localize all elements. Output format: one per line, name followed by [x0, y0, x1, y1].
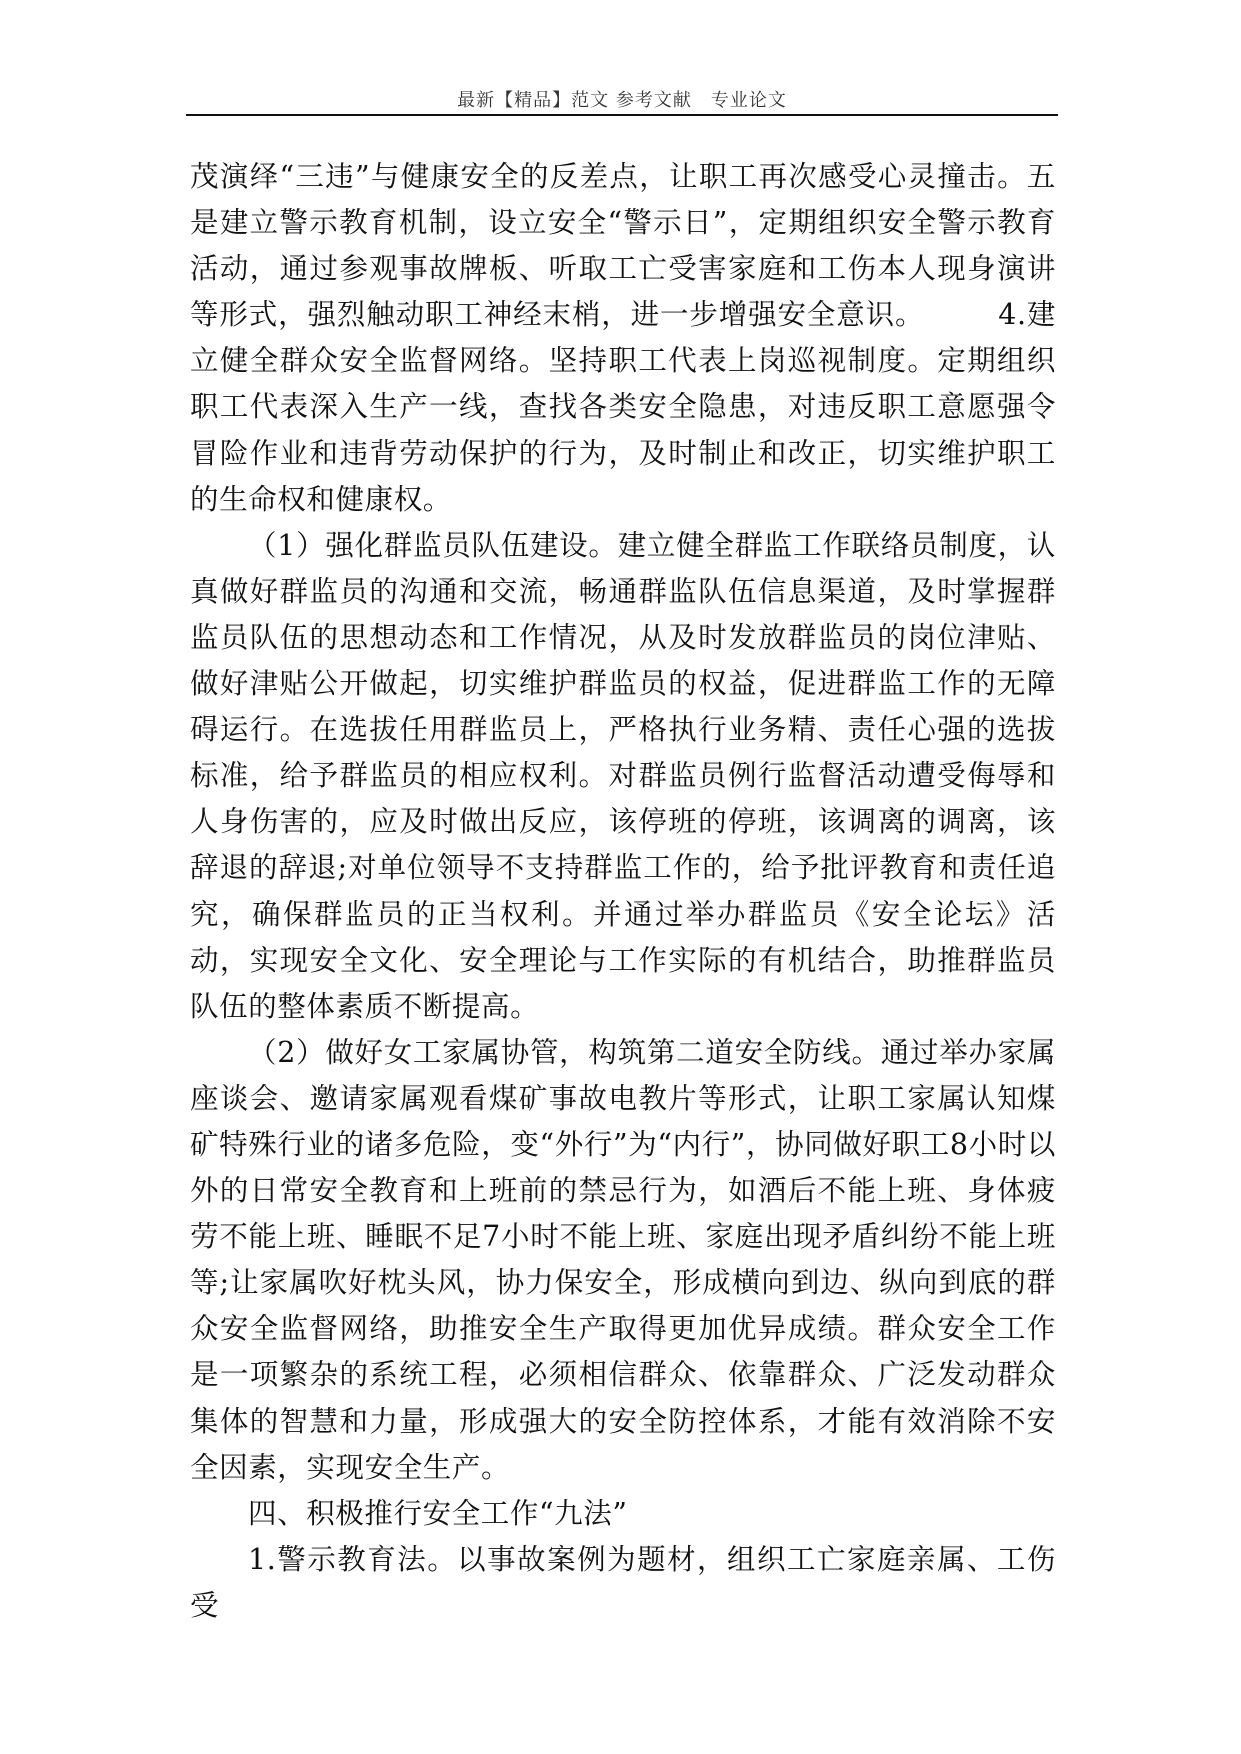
header-divider — [186, 114, 1058, 116]
paragraph-2: （1）强化群监员队伍建设。建立健全群监工作联络员制度，认真做好群监员的沟通和交流，畅通群监队伍信息渠道，及时掌握群监员队伍的思想动态和工作情况，从及时发放群监员的岗位津贴、做好津贴公开做起，切实维护群监员的权益，促进群监工作的无障碍运行。在选拔任用群监员上，严格执行业务精、责任心强的选拔标准，给予群监员的相应权利。对群监员例行监督活动遭受侮辱和人身伤害的，应及时做出反应，该停班的停班，该调离的调离，该辞退的辞退;对单位领导不支持群监工作的，给予批评教育和责任追究，确保群监员的正当权利。并通过举办群监员《安全论坛》活动，实现安全文化、安全理论与工作实际的有机结合，助推群监员队伍的整体素质不断提高。 — [190, 528, 1056, 1023]
paragraph-5: 1.警示教育法。以事故案例为题材，组织工亡家庭亲属、工伤受 — [190, 1542, 1056, 1622]
paragraph-3: （2）做好女工家属协管，构筑第二道安全防线。通过举办家属座谈会、邀请家属观看煤矿事故电教片等形式，让职工家属认知煤矿特殊行业的诸多危险，变“外行”为“内行”，协同做好职工8小时以外的日常安全教育和上班前的禁忌行为，如酒后不能上班、身体疲劳不能上班、睡眠不足7小时不能上班、家庭出现矛盾纠纷不能上班等;让家属吹好枕头风，协力保安全，形成横向到边、纵向到底的群众安全监督网络，助推安全生产取得更加优异成绩。群众安全工作是一项繁杂的系统工程，必须相信群众、依靠群众、广泛发动群众集体的智慧和力量，形成强大的安全防控体系，才能有效消除不安全因素，实现安全生产。 — [190, 1035, 1056, 1484]
paragraph-1: 茂演绎“三违”与健康安全的反差点，让职工再次感受心灵撞击。五是建立警示教育机制，设立安全“警示日”，定期组织安全警示教育活动，通过参观事故牌板、听取工亡受害家庭和工伤本人现身演讲等形式，强烈触动职工神经末梢，进一步增强安全意识。 4.建立健全群众安全监督网络。坚持职工代表上岗巡视制度。定期组织职工代表深入生产一线，查找各类安全隐患，对违反职工意愿强令冒险作业和违背劳动保护的行为，及时制止和改正，切实维护职工的生命权和健康权。 — [190, 160, 1056, 516]
page-header: 最新【精品】范文 参考文献 专业论文 — [457, 90, 787, 111]
section-heading: 四、积极推行安全工作“九法” — [248, 1496, 628, 1530]
document-body — [190, 154, 1056, 1629]
